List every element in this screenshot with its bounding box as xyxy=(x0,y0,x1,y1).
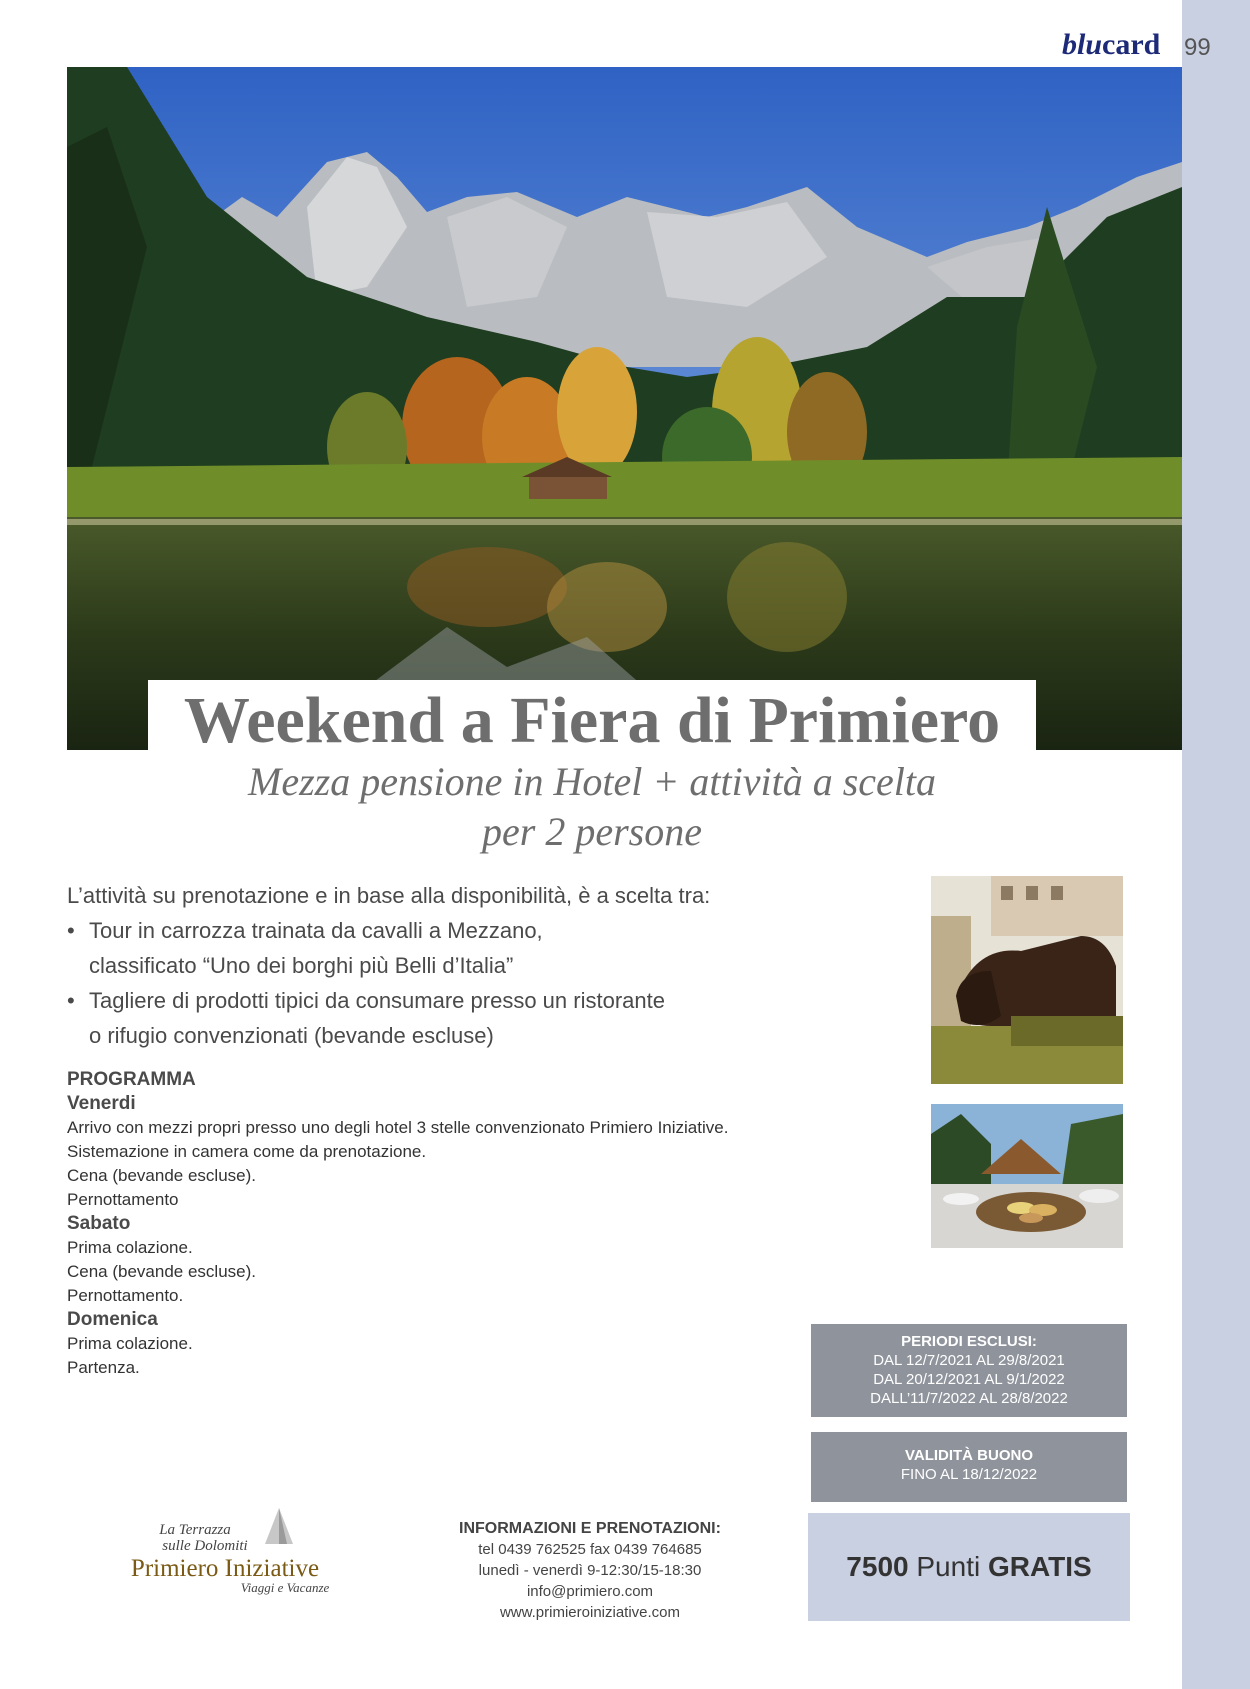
contact-info xyxy=(380,1518,800,1623)
points-value: 7500 xyxy=(846,1551,909,1582)
excluded-periods-box xyxy=(811,1324,1127,1417)
blucard-brand: blucard xyxy=(1062,28,1161,61)
activity-item: • Tour in carrozza trainata da cavalli a Mezzano, classificato “Uno dei borghi più Belli d’Italia” xyxy=(67,913,887,983)
activity-list xyxy=(67,913,887,1053)
svg-text:sulle Dolomiti: sulle Dolomiti xyxy=(162,1538,248,1554)
validity-date: FINO AL 18/12/2022 xyxy=(900,1466,1038,1483)
hero-landscape-image xyxy=(67,67,1182,750)
program-heading: PROGRAMMA xyxy=(67,1069,196,1090)
horse-carriage-photo xyxy=(931,876,1123,1084)
contact-website[interactable]: www.primieroiniziative.com xyxy=(499,1604,681,1621)
excluded-period: DAL 20/12/2021 AL 9/1/2022 xyxy=(873,1371,1065,1388)
program-line: Prima colazione. xyxy=(67,1238,193,1257)
subtitle-line-2: per 2 persone xyxy=(482,809,702,854)
subtitle-line-1: Mezza pensione in Hotel + attività a scelta xyxy=(248,759,936,804)
food-platter-photo xyxy=(931,1104,1123,1248)
activity-item: • Tagliere di prodotti tipici da consumare presso un ristorante o rifugio convenzionati (bevande escluse) xyxy=(67,983,887,1053)
day-heading: Domenica xyxy=(67,1309,158,1330)
page-number: 99 xyxy=(1184,34,1211,61)
svg-text:Viaggi e Vacanze: Viaggi e Vacanze xyxy=(240,1580,330,1595)
program-section xyxy=(67,1068,867,1380)
day-heading: Venerdi xyxy=(67,1093,136,1114)
excluded-period: DAL 12/7/2021 AL 29/8/2021 xyxy=(873,1352,1065,1369)
program-line: Arrivo con mezzi propri presso uno degli hotel 3 stelle convenzionato Primiero Iniziative. xyxy=(67,1118,729,1137)
program-line: Cena (bevande escluse). xyxy=(67,1262,257,1281)
svg-text:Primiero Iniziative: Primiero Iniziative xyxy=(130,1555,320,1582)
validity-box xyxy=(811,1432,1127,1502)
validity-heading: VALIDITÀ BUONO xyxy=(904,1447,1034,1464)
contact-email[interactable]: info@primiero.com xyxy=(526,1583,654,1600)
program-line: Pernottamento. xyxy=(67,1286,184,1305)
program-line: Cena (bevande escluse). xyxy=(67,1166,257,1185)
program-line: Partenza. xyxy=(67,1358,140,1377)
excluded-period: DALL’11/7/2022 AL 28/8/2022 xyxy=(870,1390,1068,1407)
contact-phone: tel 0439 762525 fax 0439 764685 xyxy=(478,1541,702,1558)
points-tag: GRATIS xyxy=(987,1551,1092,1582)
program-line: Prima colazione. xyxy=(67,1334,193,1353)
program-line: Pernottamento xyxy=(67,1190,179,1209)
activity-intro xyxy=(67,878,887,1053)
day-heading: Sabato xyxy=(67,1213,131,1234)
offer-title: Weekend a Fiera di Primiero xyxy=(183,684,1001,757)
contact-heading: INFORMAZIONI E PRENOTAZIONI: xyxy=(459,1520,721,1537)
points-label: Punti xyxy=(916,1551,981,1582)
svg-text:La Terrazza: La Terrazza xyxy=(159,1522,231,1538)
excluded-heading: PERIODI ESCLUSI: xyxy=(901,1333,1037,1350)
primiero-iniziative-logo xyxy=(95,1500,355,1600)
intro-lead: L’attività su prenotazione e in base alla disponibilità, è a scelta tra: xyxy=(67,883,711,908)
side-band xyxy=(1182,0,1250,1689)
points-price-box xyxy=(808,1513,1130,1621)
offer-subtitle xyxy=(148,757,1036,857)
program-line: Sistemazione in camera come da prenotazione. xyxy=(67,1142,427,1161)
contact-hours: lunedì - venerdì 9-12:30/15-18:30 xyxy=(478,1562,702,1579)
